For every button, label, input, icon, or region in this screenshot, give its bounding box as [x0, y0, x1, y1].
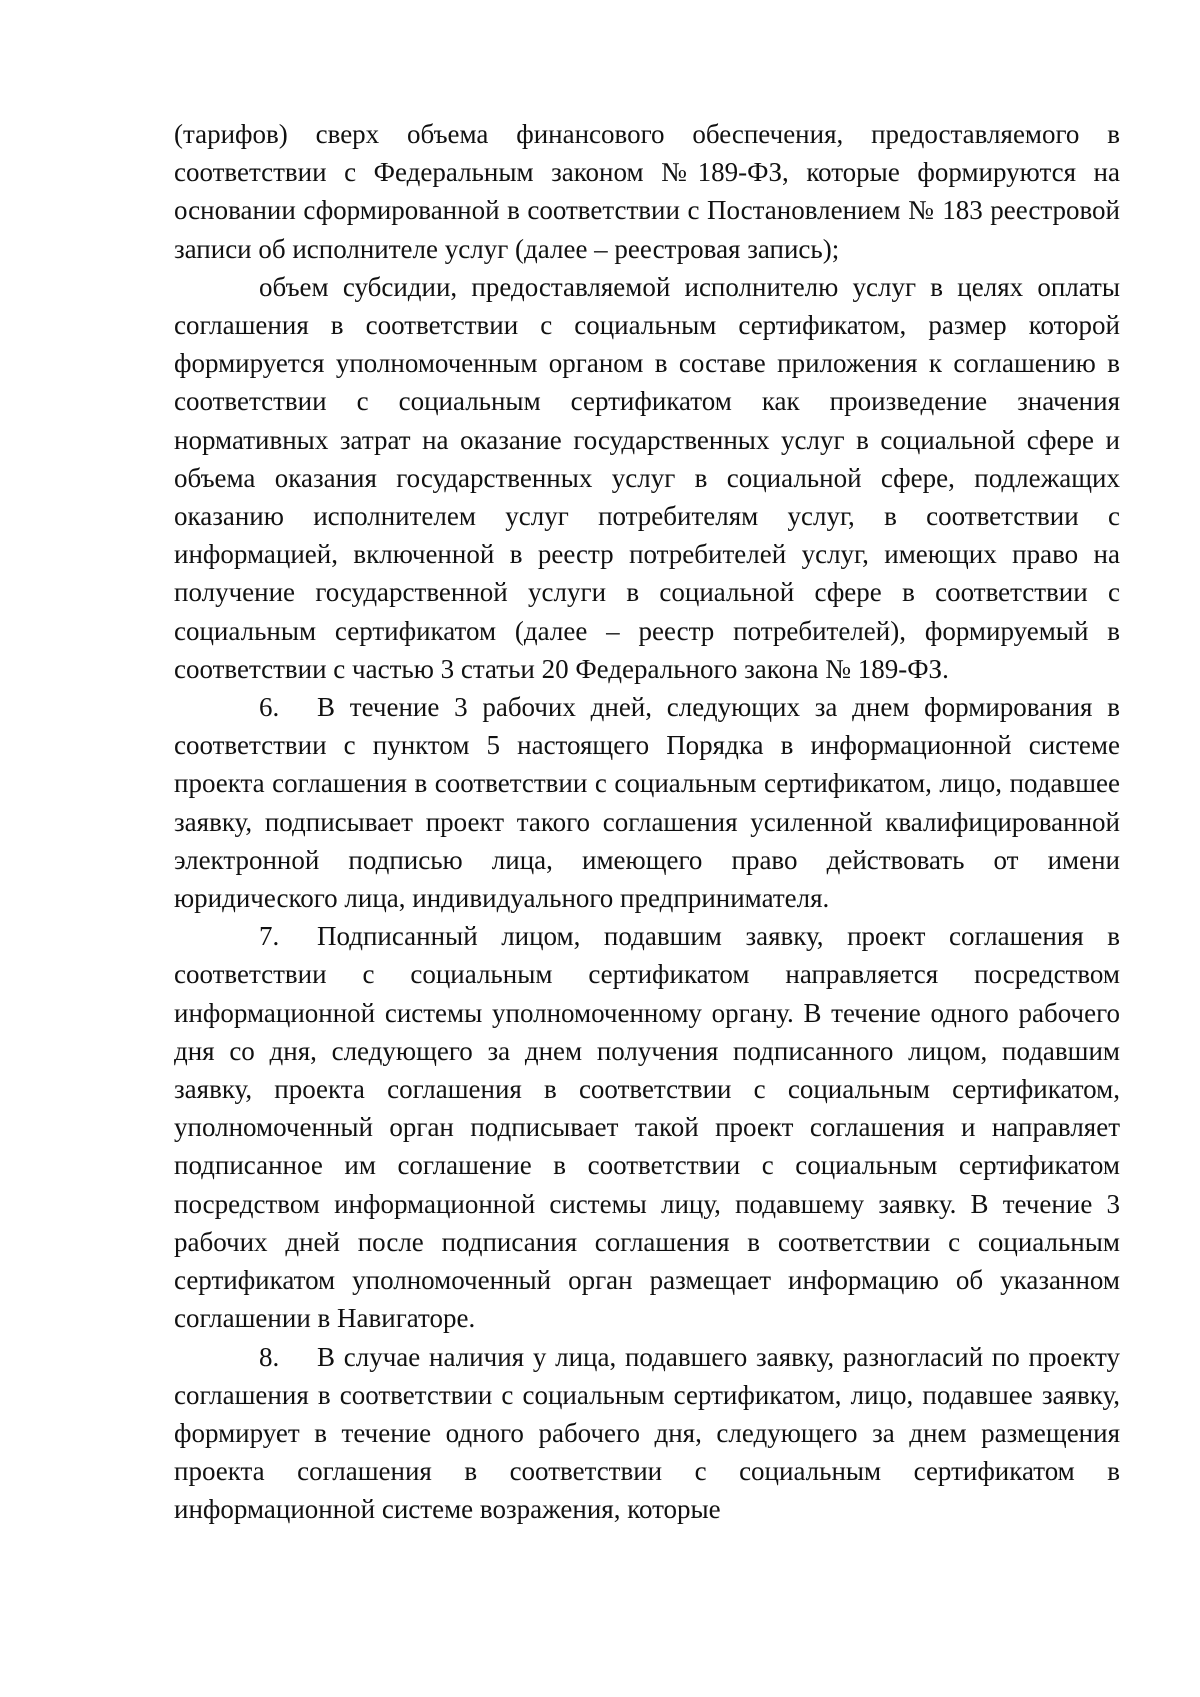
document-body: [174, 115, 1120, 1529]
paragraph-text: (тарифов) сверх объема финансового обеспечения, предоставляемого в соответствии с Федеральным законом №189-ФЗ, которые формируются на основании сформированной в соответствии с Постановлением № 183 реестровой записи об исполнителе услуг (далее – реестровая запись);: [174, 119, 1120, 264]
paragraph-item-8: [174, 1338, 1120, 1529]
paragraph-subsidy-volume: [174, 268, 1120, 688]
paragraph-tariffs-continuation: [174, 115, 1120, 268]
paragraph-number: 8.: [259, 1341, 280, 1372]
paragraph-number: 7.: [259, 921, 280, 952]
paragraph-text: объем субсидии, предоставляемой исполнителю услуг в целях оплаты соглашения в соответствии с социальным сертификатом, размер которой формируется уполномоченным органом в составе приложения к соглашению в соответствии с социальным сертификатом как произведение значения нормативных затрат на оказание государственных услуг в социальной сфере и объема оказания государственных услуг в социальной сфере, подлежащих оказанию исполнителем услуг потребителям услуг, в соответствии с информацией, включенной в реестр потребителей услуг, имеющих право на получение государственной услуги в социальной сфере в соответствии с социальным сертификатом (далее – реестр потребителей), формируемый в соответствии с частью 3 статьи 20 Федерального закона № 189-ФЗ.: [174, 271, 1120, 684]
paragraph-text: В случае наличия у лица, подавшего заявку, разногласий по проекту соглашения в соответствии с социальным сертификатом, лицо, подавшее заявку, формирует в течение одного рабочего дня, следующего за днем размещения проекта соглашения в соответствии с социальным сертификатом в информационной системе возражения, которые: [174, 1341, 1120, 1525]
paragraph-text: Подписанный лицом, подавшим заявку, проект соглашения в соответствии с социальным сертификатом направляется посредством информационной системы уполномоченному органу. В течение одного рабочего дня со дня, следующего за днем получения подписанного лицом, подавшим заявку, проекта соглашения в соответствии с социальным сертификатом, уполномоченный орган подписывает такой проект соглашения и направляет подписанное им соглашение в соответствии с социальным сертификатом посредством информационной системы лицу, подавшему заявку. В течение 3 рабочих дней после подписания соглашения в соответствии с социальным сертификатом уполномоченный орган размещает информацию об указанном соглашении в Навигаторе.: [174, 921, 1120, 1334]
paragraph-text: В течение 3 рабочих дней, следующих за днем формирования в соответствии с пунктом 5 настоящего Порядка в информационной системе проекта соглашения в соответствии с социальным сертификатом, лицо, подавшее заявку, подписывает проект такого соглашения усиленной квалифицированной электронной подписью лица, имеющего право действовать от имени юридического лица, индивидуального предпринимателя.: [174, 692, 1120, 914]
paragraph-item-6: [174, 688, 1120, 917]
paragraph-number: 6.: [259, 692, 280, 723]
paragraph-item-7: [174, 917, 1120, 1337]
